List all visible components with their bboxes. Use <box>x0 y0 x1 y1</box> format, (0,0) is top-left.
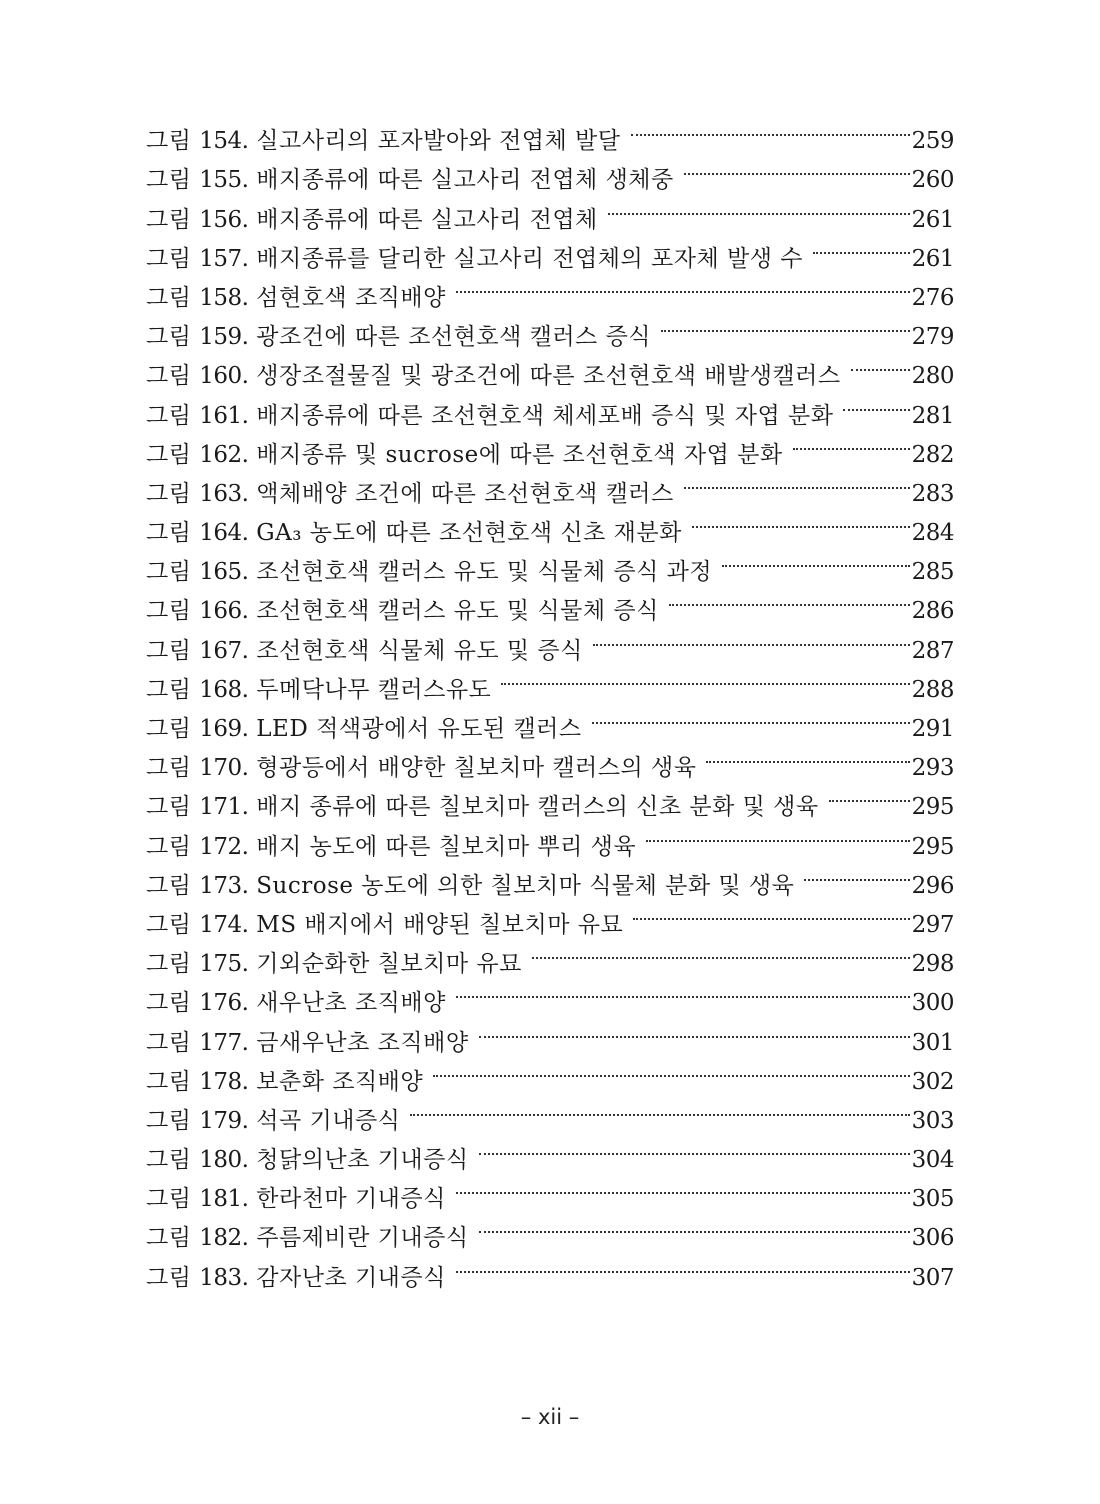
page-ref: 287 <box>911 637 954 664</box>
dot-leader <box>669 579 910 618</box>
figure-number: 178. <box>199 1068 249 1095</box>
toc-entry-label <box>146 279 446 318</box>
page-ref: 298 <box>911 951 954 978</box>
page-ref: 261 <box>911 206 954 233</box>
figure-prefix: 그림 <box>146 206 192 233</box>
figure-number: 162. <box>199 441 249 468</box>
figure-number: 158. <box>199 284 249 311</box>
dot-leader <box>501 658 909 697</box>
page-ref: 281 <box>911 402 954 429</box>
figure-number: 171. <box>199 794 249 821</box>
figure-prefix: 그림 <box>146 1029 192 1056</box>
figure-title: 배지종류에 따른 실고사리 전엽체 생체중 <box>256 167 674 194</box>
toc-entry-label <box>146 984 446 1023</box>
page-ref: 279 <box>911 324 954 351</box>
figure-prefix: 그림 <box>146 598 192 625</box>
dot-leader <box>684 462 910 501</box>
figure-number: 169. <box>199 716 249 742</box>
figure-prefix: 그림 <box>146 559 192 586</box>
figure-title: 주름제비란 기내증식 <box>256 1225 469 1252</box>
figure-prefix: 그림 <box>146 990 192 1017</box>
figure-prefix: 그림 <box>146 872 192 899</box>
figure-title: 배지종류를 달리한 실고사리 전엽체의 포자체 발생 수 <box>256 245 803 272</box>
figure-title: 실고사리의 포자발아와 전엽체 발달 <box>256 128 621 155</box>
dot-leader <box>692 501 910 540</box>
toc-entry-label <box>146 749 696 788</box>
figure-title: 배지 종류에 따른 칠보치마 캘러스의 신초 분화 및 생육 <box>256 794 819 821</box>
toc-entry-label <box>146 201 598 240</box>
page-ref: 291 <box>911 716 954 742</box>
toc-entry-label <box>146 1259 446 1298</box>
toc-entry-label <box>146 397 833 436</box>
figure-prefix: 그림 <box>146 1225 192 1252</box>
figure-title: 두메닥나무 캘러스유도 <box>256 676 492 703</box>
dot-leader <box>829 775 910 814</box>
page-ref: 260 <box>911 167 954 194</box>
toc-entry-label <box>146 161 674 200</box>
figure-prefix: 그림 <box>146 128 192 155</box>
figure-title: MS 배지에서 배양된 칠보치마 유묘 <box>256 911 624 938</box>
dot-leader <box>851 344 910 383</box>
figure-title: 생장조절물질 및 광조건에 따른 조선현호색 배발생캘러스 <box>256 363 841 390</box>
dot-leader <box>456 1167 910 1206</box>
page-ref: 261 <box>911 245 954 272</box>
dot-leader <box>661 305 910 344</box>
toc-entry-label <box>146 1141 469 1180</box>
figure-prefix: 그림 <box>146 441 192 468</box>
toc-entry-label <box>146 553 712 592</box>
figure-number: 170. <box>199 755 249 782</box>
dot-leader <box>479 1128 910 1167</box>
page-number-footer: – xii – <box>520 1405 580 1429</box>
dot-leader <box>456 971 910 1010</box>
page-ref: 304 <box>911 1147 954 1174</box>
figure-prefix: 그림 <box>146 676 192 703</box>
figure-title: 조선현호색 캘러스 유도 및 식물체 증식 <box>256 598 659 625</box>
page-ref: 295 <box>911 794 954 821</box>
figure-number: 156. <box>199 206 249 233</box>
figure-prefix: 그림 <box>146 1186 192 1213</box>
toc-entry-label <box>146 318 651 357</box>
figure-title: 조선현호색 식물체 유도 및 증식 <box>256 637 583 664</box>
figure-number: 157. <box>199 245 249 272</box>
figure-title: 청닭의난초 기내증식 <box>256 1147 469 1174</box>
page-ref: 283 <box>911 480 954 507</box>
toc-entry-label <box>146 514 682 553</box>
dot-leader <box>456 266 910 305</box>
figure-number: 160. <box>199 363 249 390</box>
figure-prefix: 그림 <box>146 1068 192 1095</box>
toc-entry-label <box>146 357 841 396</box>
dot-leader <box>608 187 910 226</box>
dot-leader <box>592 697 910 736</box>
dot-leader <box>813 227 910 266</box>
page-ref: 282 <box>911 441 954 468</box>
figure-title: 광조건에 따른 조선현호색 캘러스 증식 <box>256 324 652 351</box>
page-ref: 288 <box>911 676 954 703</box>
dot-leader <box>843 383 909 422</box>
figure-number: 181. <box>199 1186 249 1213</box>
figure-number: 167. <box>199 637 249 664</box>
figure-number: 159. <box>199 324 249 351</box>
dot-leader <box>456 1245 910 1284</box>
figure-number: 179. <box>199 1107 249 1134</box>
figure-number: 182. <box>199 1225 249 1252</box>
figure-prefix: 그림 <box>146 520 192 547</box>
figure-number: 168. <box>199 676 249 703</box>
page-ref: 259 <box>911 128 954 155</box>
toc-entry[interactable] <box>146 109 954 155</box>
dot-leader <box>532 932 910 971</box>
figure-title: 배지 농도에 따른 칠보치마 뿌리 생육 <box>256 833 637 860</box>
figure-number: 175. <box>199 951 249 978</box>
figure-number: 161. <box>199 402 249 429</box>
dot-leader <box>410 1089 909 1128</box>
figure-prefix: 그림 <box>146 755 192 782</box>
page-ref: 301 <box>911 1029 954 1056</box>
figure-number: 166. <box>199 598 249 625</box>
page-ref: 285 <box>911 559 954 586</box>
figure-number: 164. <box>199 520 249 547</box>
toc-entry-label <box>146 828 636 867</box>
toc-entry-label <box>146 1024 469 1063</box>
figure-prefix: 그림 <box>146 716 192 742</box>
dot-leader <box>433 1050 909 1089</box>
toc-entry-label <box>146 1063 423 1102</box>
figure-number: 155. <box>199 167 249 194</box>
figure-title: 조선현호색 캘러스 유도 및 식물체 증식 과정 <box>256 559 713 586</box>
dot-leader <box>793 423 910 462</box>
figure-number: 163. <box>199 480 249 507</box>
figure-title: Sucrose 농도에 의한 칠보치마 식물체 분화 및 생육 <box>256 872 795 899</box>
figure-number: 174. <box>199 911 249 938</box>
toc-entry-label <box>146 1180 446 1219</box>
figure-title: 석곡 기내증식 <box>256 1107 401 1134</box>
dot-leader <box>804 854 909 893</box>
toc-entry-label <box>146 710 582 749</box>
dot-leader <box>706 736 909 775</box>
page-ref: 306 <box>911 1225 954 1252</box>
toc-entry-label <box>146 1102 400 1141</box>
page-ref: 305 <box>911 1186 954 1213</box>
figure-number: 177. <box>199 1029 249 1056</box>
figure-prefix: 그림 <box>146 284 192 311</box>
figure-title: 형광등에서 배양한 칠보치마 캘러스의 생육 <box>256 755 697 782</box>
figure-prefix: 그림 <box>146 402 192 429</box>
figure-prefix: 그림 <box>146 363 192 390</box>
figure-prefix: 그림 <box>146 1147 192 1174</box>
figure-title: 보춘화 조직배양 <box>256 1068 424 1095</box>
page-ref: 295 <box>911 833 954 860</box>
figure-prefix: 그림 <box>146 1107 192 1134</box>
page-ref: 280 <box>911 363 954 390</box>
figure-prefix: 그림 <box>146 245 192 272</box>
dot-leader <box>684 148 910 187</box>
figure-number: 154. <box>199 128 249 155</box>
figure-title: 액체배양 조건에 따른 조선현호색 캘러스 <box>256 480 674 507</box>
figure-title: 기외순화한 칠보치마 유묘 <box>256 951 522 978</box>
figure-prefix: 그림 <box>146 911 192 938</box>
dot-leader <box>722 540 910 579</box>
table-of-figures <box>146 109 954 1291</box>
figure-number: 172. <box>199 833 249 860</box>
figure-title: 섬현호색 조직배양 <box>256 284 446 311</box>
figure-title: 배지종류 및 sucrose에 따른 조선현호색 자엽 분화 <box>256 441 783 468</box>
dot-leader <box>633 893 909 932</box>
figure-title: 배지종류에 따른 조선현호색 체세포배 증식 및 자엽 분화 <box>256 402 834 429</box>
figure-number: 176. <box>199 990 249 1017</box>
page-ref: 286 <box>911 598 954 625</box>
page-ref: 297 <box>911 911 954 938</box>
figure-prefix: 그림 <box>146 1264 192 1291</box>
toc-entry-label <box>146 122 621 161</box>
figure-title: 배지종류에 따른 실고사리 전엽체 <box>256 206 598 233</box>
page-ref: 293 <box>911 755 954 782</box>
figure-title: 새우난초 조직배양 <box>256 990 446 1017</box>
figure-number: 183. <box>199 1264 249 1291</box>
page-ref: 307 <box>911 1264 954 1291</box>
figure-prefix: 그림 <box>146 637 192 664</box>
toc-entry-label <box>146 475 674 514</box>
figure-prefix: 그림 <box>146 167 192 194</box>
figure-title: 감자난초 기내증식 <box>256 1264 446 1291</box>
dot-leader <box>593 618 910 657</box>
dot-leader <box>479 1010 910 1049</box>
dot-leader <box>646 814 909 853</box>
figure-title: LED 적색광에서 유도된 캘러스 <box>256 716 582 742</box>
figure-title: 금새우난초 조직배양 <box>256 1029 469 1056</box>
page-ref: 296 <box>911 872 954 899</box>
figure-title: GA₃ 농도에 따른 조선현호색 신초 재분화 <box>256 520 682 547</box>
figure-number: 165. <box>199 559 249 586</box>
dot-leader <box>631 109 910 148</box>
figure-title: 한라천마 기내증식 <box>256 1186 446 1213</box>
page-ref: 276 <box>911 284 954 311</box>
page-ref: 284 <box>911 520 954 547</box>
toc-entry-label <box>146 671 491 710</box>
page-ref: 302 <box>911 1068 954 1095</box>
figure-number: 173. <box>199 872 249 899</box>
dot-leader <box>479 1206 910 1245</box>
figure-prefix: 그림 <box>146 833 192 860</box>
figure-number: 180. <box>199 1147 249 1174</box>
toc-entry-label <box>146 592 659 631</box>
page-ref: 300 <box>911 990 954 1017</box>
figure-prefix: 그림 <box>146 324 192 351</box>
figure-prefix: 그림 <box>146 951 192 978</box>
figure-prefix: 그림 <box>146 794 192 821</box>
page-ref: 303 <box>911 1107 954 1134</box>
toc-entry-label <box>146 1219 469 1258</box>
figure-prefix: 그림 <box>146 480 192 507</box>
